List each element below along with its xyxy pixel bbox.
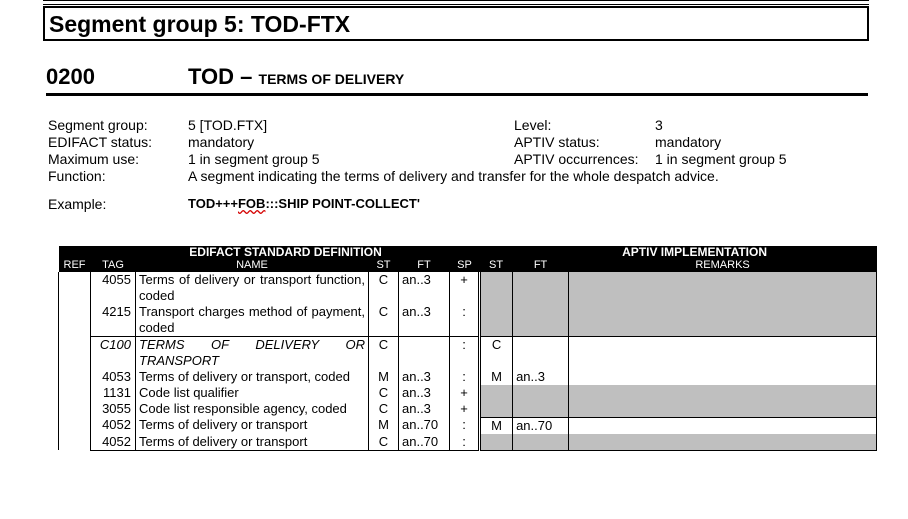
ft-cell: an..3 xyxy=(399,272,450,304)
col-ft: FT xyxy=(399,259,450,272)
segment-group-header xyxy=(43,6,869,41)
st-cell: C xyxy=(369,401,399,417)
ft-cell: an..3 xyxy=(399,385,450,401)
info-values xyxy=(188,117,508,168)
segment-definition-table xyxy=(58,246,877,451)
col-sp: SP xyxy=(450,259,480,272)
aptiv-st-cell xyxy=(480,304,513,337)
table-row xyxy=(59,369,877,385)
tag-cell: 4055 xyxy=(91,272,136,304)
ref-cell xyxy=(59,272,91,450)
table-row xyxy=(59,337,877,370)
aptiv-ft-cell xyxy=(513,304,569,337)
segment-group-title: Segment group 5: TOD-FTX xyxy=(49,11,351,37)
st-cell: C xyxy=(369,304,399,337)
aptiv-st-cell xyxy=(480,434,513,451)
segment-description: TERMS OF DELIVERY xyxy=(258,71,405,87)
example-value xyxy=(188,196,420,211)
col-name: NAME xyxy=(136,259,369,272)
st-cell: M xyxy=(369,417,399,434)
info-labels xyxy=(48,117,188,185)
st-cell: C xyxy=(369,337,399,370)
aptiv-status-value: mandatory xyxy=(655,134,722,150)
level-value: 3 xyxy=(655,117,663,133)
edifact-status-value: mandatory xyxy=(188,134,255,150)
ft-cell: an..3 xyxy=(399,369,450,385)
tag-cell: C100 xyxy=(91,337,136,370)
remarks-cell xyxy=(569,272,877,304)
name-cell: Transport charges method of payment, coded xyxy=(136,304,369,337)
aptiv-ft-cell xyxy=(513,401,569,417)
sp-cell: + xyxy=(450,401,480,417)
name-cell: Code list qualifier xyxy=(136,385,369,401)
name-cell: Terms of delivery or transport function, coded xyxy=(136,272,369,304)
aptiv-st-cell xyxy=(480,272,513,304)
segment-code: 0200 xyxy=(46,64,95,89)
ft-cell xyxy=(399,337,450,370)
sp-cell: : xyxy=(450,304,480,337)
sp-cell: : xyxy=(450,434,480,451)
segment-group-value: 5 [TOD.FTX] xyxy=(188,117,268,133)
aptiv-occurrences-value: 1 in segment group 5 xyxy=(655,151,787,167)
segment-heading xyxy=(46,64,868,96)
segment-group-label: Segment group: xyxy=(48,117,148,133)
function-label: Function: xyxy=(48,168,106,184)
col-st: ST xyxy=(369,259,399,272)
remarks-cell xyxy=(569,385,877,401)
remarks-cell xyxy=(569,304,877,337)
edifact-header: EDIFACT STANDARD DEFINITION xyxy=(59,246,513,259)
st-cell: C xyxy=(369,272,399,304)
aptiv-st-cell: C xyxy=(480,337,513,370)
maximum-use-value: 1 in segment group 5 xyxy=(188,151,320,167)
table-row xyxy=(59,417,877,434)
remarks-cell xyxy=(569,369,877,385)
aptiv-st-cell xyxy=(480,401,513,417)
aptiv-ft-cell xyxy=(513,434,569,451)
sp-cell: + xyxy=(450,385,480,401)
table-row xyxy=(59,385,877,401)
ft-cell: an..3 xyxy=(399,401,450,417)
example-fob: FOB xyxy=(237,196,266,211)
top-rule xyxy=(43,0,869,5)
ft-cell: an..70 xyxy=(399,434,450,451)
maximum-use-label: Maximum use: xyxy=(48,151,140,167)
tag-cell: 4215 xyxy=(91,304,136,337)
sp-cell: : xyxy=(450,369,480,385)
st-cell: M xyxy=(369,369,399,385)
table-row xyxy=(59,272,877,304)
name-cell: Terms of delivery or transport, coded xyxy=(136,369,369,385)
remarks-cell xyxy=(569,417,877,434)
sp-cell: + xyxy=(450,272,480,304)
ft-cell: an..70 xyxy=(399,417,450,434)
aptiv-ft-cell xyxy=(513,337,569,370)
name-cell: TERMS OF DELIVERY OR TRANSPORT xyxy=(136,337,369,370)
segment-dash: – xyxy=(240,64,253,89)
example-prefix: TOD+++ xyxy=(188,196,238,211)
ft-cell: an..3 xyxy=(399,304,450,337)
tag-cell: 4052 xyxy=(91,434,136,451)
col-aptiv-st: ST xyxy=(480,259,513,272)
aptiv-info-values xyxy=(655,117,855,168)
table-row xyxy=(59,304,877,337)
aptiv-header: APTIV IMPLEMENTATION xyxy=(513,246,877,259)
aptiv-st-cell: M xyxy=(480,417,513,434)
tag-cell: 4053 xyxy=(91,369,136,385)
aptiv-status-label: APTIV status: xyxy=(514,134,600,150)
remarks-cell xyxy=(569,434,877,451)
function-value: A segment indicating the terms of delivery and transfer for the whole despatch advice. xyxy=(188,168,719,184)
aptiv-ft-cell: an..70 xyxy=(513,417,569,434)
name-cell: Terms of delivery or transport xyxy=(136,434,369,451)
aptiv-info-labels xyxy=(514,117,654,168)
level-label: Level: xyxy=(514,117,552,133)
col-aptiv-ft: FT xyxy=(513,259,569,272)
aptiv-ft-cell: an..3 xyxy=(513,369,569,385)
segment-tag-title xyxy=(188,64,404,90)
aptiv-occurrences-label: APTIV occurrences: xyxy=(514,151,639,167)
aptiv-ft-cell xyxy=(513,272,569,304)
st-cell: C xyxy=(369,385,399,401)
col-remarks: REMARKS xyxy=(569,259,877,272)
aptiv-st-cell: M xyxy=(480,369,513,385)
remarks-cell xyxy=(569,337,877,370)
table-row xyxy=(59,434,877,451)
segment-tag: TOD xyxy=(188,64,235,89)
sp-cell: : xyxy=(450,337,480,370)
aptiv-ft-cell xyxy=(513,385,569,401)
col-tag: TAG xyxy=(91,259,136,272)
col-ref: REF xyxy=(59,259,91,272)
example-suffix: :::SHIP POINT-COLLECT' xyxy=(265,196,420,211)
tag-cell: 3055 xyxy=(91,401,136,417)
example-label: Example: xyxy=(48,196,107,212)
sp-cell: : xyxy=(450,417,480,434)
name-cell: Code list responsible agency, coded xyxy=(136,401,369,417)
edifact-status-label: EDIFACT status: xyxy=(48,134,152,150)
tag-cell: 1131 xyxy=(91,385,136,401)
table-row xyxy=(59,401,877,417)
st-cell: C xyxy=(369,434,399,451)
tag-cell: 4052 xyxy=(91,417,136,434)
aptiv-st-cell xyxy=(480,385,513,401)
name-cell: Terms of delivery or transport xyxy=(136,417,369,434)
remarks-cell xyxy=(569,401,877,417)
